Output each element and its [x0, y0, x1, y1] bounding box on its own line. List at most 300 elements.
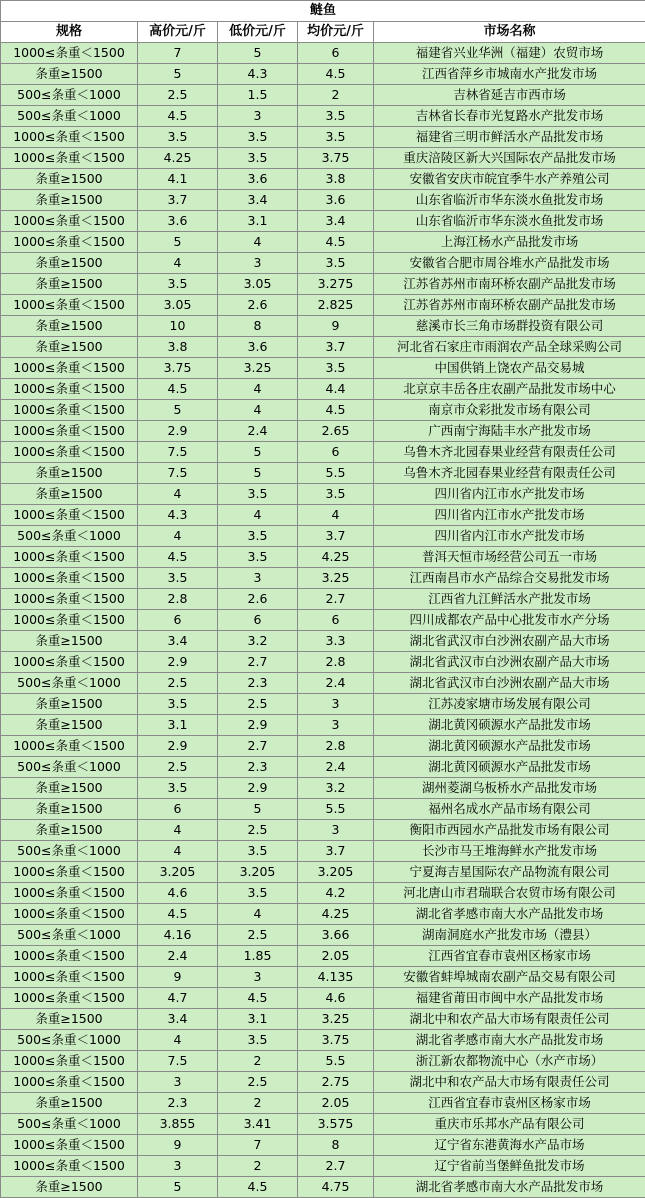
low-price-cell: 3.25	[218, 358, 298, 379]
avg-price-cell: 2.05	[298, 946, 374, 967]
spec-cell: 条重≥1500	[1, 463, 138, 484]
avg-price-cell: 4.135	[298, 967, 374, 988]
spec-cell: 500≤条重＜1000	[1, 85, 138, 106]
table-row	[1, 127, 645, 148]
low-price-cell: 3.5	[218, 1030, 298, 1051]
low-price-cell: 5	[218, 442, 298, 463]
avg-price-cell: 2.05	[298, 1093, 374, 1114]
high-price-cell: 3.75	[138, 358, 218, 379]
column-header-market: 市场名称	[374, 22, 645, 43]
low-price-cell: 3.5	[218, 547, 298, 568]
high-price-cell: 3.05	[138, 295, 218, 316]
table-row	[1, 463, 645, 484]
spec-cell: 500≤条重＜1000	[1, 106, 138, 127]
spec-cell: 1000≤条重＜1500	[1, 148, 138, 169]
high-price-cell: 2.5	[138, 85, 218, 106]
high-price-cell: 3	[138, 1072, 218, 1093]
spec-cell: 1000≤条重＜1500	[1, 1051, 138, 1072]
low-price-cell: 3	[218, 568, 298, 589]
high-price-cell: 4	[138, 820, 218, 841]
low-price-cell: 4.3	[218, 64, 298, 85]
market-cell: 乌鲁木齐北园春果业经营有限责任公司	[374, 463, 645, 484]
avg-price-cell: 3	[298, 715, 374, 736]
low-price-cell: 2.5	[218, 820, 298, 841]
avg-price-cell: 4.25	[298, 547, 374, 568]
low-price-cell: 2.9	[218, 715, 298, 736]
high-price-cell: 7	[138, 43, 218, 64]
table-row	[1, 694, 645, 715]
low-price-cell: 6	[218, 610, 298, 631]
high-price-cell: 2.5	[138, 673, 218, 694]
avg-price-cell: 3.275	[298, 274, 374, 295]
low-price-cell: 3.1	[218, 1009, 298, 1030]
spec-cell: 条重≥1500	[1, 694, 138, 715]
avg-price-cell: 4.5	[298, 400, 374, 421]
table-row	[1, 1030, 645, 1051]
spec-cell: 1000≤条重＜1500	[1, 211, 138, 232]
avg-price-cell: 2.8	[298, 652, 374, 673]
table-row	[1, 757, 645, 778]
table-row	[1, 652, 645, 673]
market-cell: 江西南昌市水产品综合交易批发市场	[374, 568, 645, 589]
low-price-cell: 2	[218, 1051, 298, 1072]
table-row	[1, 64, 645, 85]
low-price-cell: 2.9	[218, 778, 298, 799]
low-price-cell: 2	[218, 1156, 298, 1177]
high-price-cell: 4.6	[138, 883, 218, 904]
column-header-high-price: 高价元/斤	[138, 22, 218, 43]
low-price-cell: 3.5	[218, 841, 298, 862]
low-price-cell: 3.5	[218, 526, 298, 547]
market-cell: 湖北省孝感市南大水产品批发市场	[374, 904, 645, 925]
high-price-cell: 3.4	[138, 1009, 218, 1030]
spec-cell: 1000≤条重＜1500	[1, 400, 138, 421]
market-cell: 四川省内江市水产批发市场	[374, 484, 645, 505]
spec-cell: 条重≥1500	[1, 316, 138, 337]
spec-cell: 1000≤条重＜1500	[1, 232, 138, 253]
table-row	[1, 400, 645, 421]
avg-price-cell: 3.4	[298, 211, 374, 232]
high-price-cell: 5	[138, 1177, 218, 1198]
market-cell: 山东省临沂市华东淡水鱼批发市场	[374, 211, 645, 232]
high-price-cell: 3	[138, 1156, 218, 1177]
market-cell: 湖北省武汉市白沙洲农副产品大市场	[374, 652, 645, 673]
high-price-cell: 3.7	[138, 190, 218, 211]
spec-cell: 条重≥1500	[1, 1009, 138, 1030]
spec-cell: 1000≤条重＜1500	[1, 421, 138, 442]
avg-price-cell: 2.7	[298, 1156, 374, 1177]
high-price-cell: 5	[138, 232, 218, 253]
table-row	[1, 274, 645, 295]
low-price-cell: 3.5	[218, 883, 298, 904]
market-cell: 江苏省苏州市南环桥农副产品批发市场	[374, 274, 645, 295]
market-cell: 安徽省安庆市皖宜季牛水产养殖公司	[374, 169, 645, 190]
high-price-cell: 3.5	[138, 778, 218, 799]
low-price-cell: 3.4	[218, 190, 298, 211]
spec-cell: 1000≤条重＜1500	[1, 1135, 138, 1156]
high-price-cell: 4.5	[138, 547, 218, 568]
table-row	[1, 1156, 645, 1177]
low-price-cell: 3.5	[218, 484, 298, 505]
avg-price-cell: 4	[298, 505, 374, 526]
high-price-cell: 2.3	[138, 1093, 218, 1114]
market-cell: 江苏凌家塘市场发展有限公司	[374, 694, 645, 715]
spec-cell: 1000≤条重＜1500	[1, 610, 138, 631]
spec-cell: 条重≥1500	[1, 169, 138, 190]
market-cell: 四川省内江市水产批发市场	[374, 526, 645, 547]
spec-cell: 1000≤条重＜1500	[1, 967, 138, 988]
high-price-cell: 10	[138, 316, 218, 337]
avg-price-cell: 4.2	[298, 883, 374, 904]
high-price-cell: 4	[138, 526, 218, 547]
low-price-cell: 2.4	[218, 421, 298, 442]
spec-cell: 条重≥1500	[1, 715, 138, 736]
market-cell: 湖北省孝感市南大水产品批发市场	[374, 1177, 645, 1198]
low-price-cell: 2.5	[218, 925, 298, 946]
avg-price-cell: 5.5	[298, 463, 374, 484]
spec-cell: 1000≤条重＜1500	[1, 883, 138, 904]
market-cell: 湖南洞庭水产批发市场（澧县）	[374, 925, 645, 946]
avg-price-cell: 2.8	[298, 736, 374, 757]
market-cell: 重庆涪陵区新大兴国际农产品批发市场	[374, 148, 645, 169]
market-cell: 福建省莆田市闽中水产品批发市场	[374, 988, 645, 1009]
market-cell: 辽宁省前当堡鲜鱼批发市场	[374, 1156, 645, 1177]
table-row	[1, 484, 645, 505]
market-cell: 安徽省蚌埠城南农副产品交易有限公司	[374, 967, 645, 988]
header-row	[1, 22, 645, 43]
high-price-cell: 4	[138, 841, 218, 862]
spec-cell: 1000≤条重＜1500	[1, 358, 138, 379]
high-price-cell: 7.5	[138, 442, 218, 463]
avg-price-cell: 3.6	[298, 190, 374, 211]
high-price-cell: 6	[138, 799, 218, 820]
high-price-cell: 4.3	[138, 505, 218, 526]
high-price-cell: 3.4	[138, 631, 218, 652]
high-price-cell: 4.5	[138, 379, 218, 400]
low-price-cell: 4.5	[218, 988, 298, 1009]
high-price-cell: 2.4	[138, 946, 218, 967]
high-price-cell: 3.8	[138, 337, 218, 358]
table-row	[1, 673, 645, 694]
avg-price-cell: 3.25	[298, 568, 374, 589]
avg-price-cell: 5.5	[298, 1051, 374, 1072]
market-cell: 吉林省长春市光复路水产批发市场	[374, 106, 645, 127]
low-price-cell: 3.205	[218, 862, 298, 883]
spec-cell: 条重≥1500	[1, 253, 138, 274]
high-price-cell: 2.5	[138, 757, 218, 778]
high-price-cell: 3.1	[138, 715, 218, 736]
table-row	[1, 379, 645, 400]
low-price-cell: 2.6	[218, 295, 298, 316]
table-row	[1, 148, 645, 169]
spec-cell: 条重≥1500	[1, 778, 138, 799]
column-header-low-price: 低价元/斤	[218, 22, 298, 43]
high-price-cell: 9	[138, 967, 218, 988]
spec-cell: 条重≥1500	[1, 1177, 138, 1198]
market-cell: 江西省宜春市袁州区杨家市场	[374, 1093, 645, 1114]
table-row	[1, 610, 645, 631]
spec-cell: 1000≤条重＜1500	[1, 379, 138, 400]
high-price-cell: 4.25	[138, 148, 218, 169]
market-cell: 江西省萍乡市城南水产批发市场	[374, 64, 645, 85]
market-cell: 四川省内江市水产批发市场	[374, 505, 645, 526]
high-price-cell: 4.16	[138, 925, 218, 946]
spec-cell: 500≤条重＜1000	[1, 1114, 138, 1135]
spec-cell: 1000≤条重＜1500	[1, 652, 138, 673]
table-row	[1, 778, 645, 799]
market-cell: 北京京丰岳各庄农副产品批发市场中心	[374, 379, 645, 400]
avg-price-cell: 4.6	[298, 988, 374, 1009]
table-row	[1, 253, 645, 274]
table-row	[1, 631, 645, 652]
high-price-cell: 2.9	[138, 736, 218, 757]
market-cell: 湖北中和农产品大市场有限责任公司	[374, 1072, 645, 1093]
avg-price-cell: 3.25	[298, 1009, 374, 1030]
table-row	[1, 568, 645, 589]
avg-price-cell: 4.25	[298, 904, 374, 925]
market-cell: 湖北省武汉市白沙洲农副产品大市场	[374, 673, 645, 694]
high-price-cell: 4.5	[138, 106, 218, 127]
market-cell: 普洱天恒市场经营公司五一市场	[374, 547, 645, 568]
title-row	[1, 1, 645, 22]
spec-cell: 条重≥1500	[1, 337, 138, 358]
avg-price-cell: 3.8	[298, 169, 374, 190]
spec-cell: 1000≤条重＜1500	[1, 862, 138, 883]
avg-price-cell: 4.4	[298, 379, 374, 400]
high-price-cell: 3.205	[138, 862, 218, 883]
table-row	[1, 946, 645, 967]
avg-price-cell: 3.575	[298, 1114, 374, 1135]
column-header-avg-price: 均价元/斤	[298, 22, 374, 43]
low-price-cell: 5	[218, 799, 298, 820]
high-price-cell: 3.5	[138, 694, 218, 715]
avg-price-cell: 2.7	[298, 589, 374, 610]
low-price-cell: 4	[218, 505, 298, 526]
market-cell: 安徽省合肥市周谷堆水产品批发市场	[374, 253, 645, 274]
avg-price-cell: 2.65	[298, 421, 374, 442]
market-cell: 福建省兴业华洲（福建）农贸市场	[374, 43, 645, 64]
low-price-cell: 2.7	[218, 652, 298, 673]
avg-price-cell: 3	[298, 820, 374, 841]
table-row	[1, 316, 645, 337]
avg-price-cell: 2.825	[298, 295, 374, 316]
table-row	[1, 841, 645, 862]
avg-price-cell: 2.4	[298, 673, 374, 694]
table-row	[1, 883, 645, 904]
table-row	[1, 190, 645, 211]
market-cell: 河北省石家庄市雨润农产品全球采购公司	[374, 337, 645, 358]
market-cell: 湖北黄冈硕源水产品批发市场	[374, 757, 645, 778]
avg-price-cell: 3.5	[298, 106, 374, 127]
low-price-cell: 3	[218, 106, 298, 127]
low-price-cell: 3	[218, 253, 298, 274]
table-row	[1, 547, 645, 568]
low-price-cell: 2.3	[218, 757, 298, 778]
high-price-cell: 3.5	[138, 568, 218, 589]
avg-price-cell: 4.5	[298, 64, 374, 85]
spec-cell: 1000≤条重＜1500	[1, 988, 138, 1009]
market-cell: 广西南宁海陆丰水产批发市场	[374, 421, 645, 442]
table-row	[1, 337, 645, 358]
high-price-cell: 2.9	[138, 421, 218, 442]
table-row	[1, 1093, 645, 1114]
avg-price-cell: 3.7	[298, 526, 374, 547]
market-cell: 四川成都农产品中心批发市水产分场	[374, 610, 645, 631]
market-cell: 吉林省延吉市西市场	[374, 85, 645, 106]
table-row	[1, 421, 645, 442]
market-cell: 长沙市马王堆海鲜水产批发市场	[374, 841, 645, 862]
avg-price-cell: 6	[298, 610, 374, 631]
table-row	[1, 232, 645, 253]
avg-price-cell: 3.75	[298, 1030, 374, 1051]
low-price-cell: 2.5	[218, 1072, 298, 1093]
spec-cell: 1000≤条重＜1500	[1, 43, 138, 64]
low-price-cell: 2.5	[218, 694, 298, 715]
high-price-cell: 4.5	[138, 904, 218, 925]
table-body	[1, 43, 645, 1198]
market-cell: 湖州菱湖乌板桥水产品批发市场	[374, 778, 645, 799]
spec-cell: 条重≥1500	[1, 190, 138, 211]
avg-price-cell: 3.2	[298, 778, 374, 799]
table-row	[1, 862, 645, 883]
spec-cell: 500≤条重＜1000	[1, 925, 138, 946]
spec-cell: 500≤条重＜1000	[1, 757, 138, 778]
spec-cell: 条重≥1500	[1, 274, 138, 295]
low-price-cell: 7	[218, 1135, 298, 1156]
high-price-cell: 9	[138, 1135, 218, 1156]
market-cell: 江西省九江鲜活水产批发市场	[374, 589, 645, 610]
spec-cell: 条重≥1500	[1, 1093, 138, 1114]
avg-price-cell: 3.7	[298, 337, 374, 358]
table-row	[1, 799, 645, 820]
table-row	[1, 1072, 645, 1093]
low-price-cell: 3.5	[218, 148, 298, 169]
high-price-cell: 3.5	[138, 127, 218, 148]
high-price-cell: 4.7	[138, 988, 218, 1009]
low-price-cell: 3.05	[218, 274, 298, 295]
spec-cell: 条重≥1500	[1, 64, 138, 85]
spec-cell: 500≤条重＜1000	[1, 526, 138, 547]
spec-cell: 1000≤条重＜1500	[1, 904, 138, 925]
table-row	[1, 526, 645, 547]
table-row	[1, 967, 645, 988]
table-row	[1, 211, 645, 232]
high-price-cell: 7.5	[138, 1051, 218, 1072]
table-row	[1, 43, 645, 64]
spec-cell: 1000≤条重＜1500	[1, 442, 138, 463]
spec-cell: 500≤条重＜1000	[1, 1030, 138, 1051]
table-row	[1, 85, 645, 106]
spec-cell: 条重≥1500	[1, 799, 138, 820]
table-row	[1, 820, 645, 841]
avg-price-cell: 3.75	[298, 148, 374, 169]
table-row	[1, 925, 645, 946]
low-price-cell: 4.5	[218, 1177, 298, 1198]
avg-price-cell: 6	[298, 442, 374, 463]
market-cell: 乌鲁木齐北园春果业经营有限责任公司	[374, 442, 645, 463]
table-row	[1, 169, 645, 190]
low-price-cell: 3	[218, 967, 298, 988]
market-cell: 湖北省孝感市南大水产品批发市场	[374, 1030, 645, 1051]
spec-cell: 1000≤条重＜1500	[1, 736, 138, 757]
high-price-cell: 3.855	[138, 1114, 218, 1135]
low-price-cell: 3.41	[218, 1114, 298, 1135]
avg-price-cell: 3.3	[298, 631, 374, 652]
table-row	[1, 736, 645, 757]
market-cell: 慈溪市长三角市场群投资有限公司	[374, 316, 645, 337]
table-row	[1, 106, 645, 127]
low-price-cell: 1.5	[218, 85, 298, 106]
low-price-cell: 3.1	[218, 211, 298, 232]
spec-cell: 1000≤条重＜1500	[1, 1156, 138, 1177]
table-row	[1, 715, 645, 736]
avg-price-cell: 3.5	[298, 253, 374, 274]
low-price-cell: 8	[218, 316, 298, 337]
avg-price-cell: 4.5	[298, 232, 374, 253]
spec-cell: 条重≥1500	[1, 484, 138, 505]
avg-price-cell: 2.4	[298, 757, 374, 778]
market-cell: 福建省三明市鲜活水产品批发市场	[374, 127, 645, 148]
market-cell: 湖北中和农产品大市场有限责任公司	[374, 1009, 645, 1030]
market-cell: 重庆市乐邦水产品有限公司	[374, 1114, 645, 1135]
high-price-cell: 3.5	[138, 274, 218, 295]
avg-price-cell: 3.5	[298, 127, 374, 148]
market-cell: 江苏省苏州市南环桥农副产品批发市场	[374, 295, 645, 316]
low-price-cell: 4	[218, 400, 298, 421]
table-row	[1, 1177, 645, 1198]
table-row	[1, 904, 645, 925]
spec-cell: 500≤条重＜1000	[1, 673, 138, 694]
spec-cell: 1000≤条重＜1500	[1, 946, 138, 967]
spec-cell: 条重≥1500	[1, 820, 138, 841]
market-cell: 山东省临沂市华东淡水鱼批发市场	[374, 190, 645, 211]
avg-price-cell: 3.7	[298, 841, 374, 862]
low-price-cell: 3.6	[218, 337, 298, 358]
low-price-cell: 1.85	[218, 946, 298, 967]
low-price-cell: 2.6	[218, 589, 298, 610]
avg-price-cell: 8	[298, 1135, 374, 1156]
spec-cell: 1000≤条重＜1500	[1, 505, 138, 526]
market-cell: 湖北黄冈硕源水产品批发市场	[374, 736, 645, 757]
low-price-cell: 5	[218, 463, 298, 484]
avg-price-cell: 3	[298, 694, 374, 715]
spec-cell: 500≤条重＜1000	[1, 841, 138, 862]
market-cell: 湖北黄冈硕源水产品批发市场	[374, 715, 645, 736]
high-price-cell: 7.5	[138, 463, 218, 484]
spec-cell: 1000≤条重＜1500	[1, 1072, 138, 1093]
market-cell: 河北唐山市君瑞联合农贸市场有限公司	[374, 883, 645, 904]
spec-cell: 1000≤条重＜1500	[1, 568, 138, 589]
high-price-cell: 6	[138, 610, 218, 631]
low-price-cell: 3.5	[218, 127, 298, 148]
table-row	[1, 295, 645, 316]
market-cell: 福州名成水产品市场有限公司	[374, 799, 645, 820]
low-price-cell: 5	[218, 43, 298, 64]
avg-price-cell: 5.5	[298, 799, 374, 820]
low-price-cell: 3.2	[218, 631, 298, 652]
avg-price-cell: 3.5	[298, 484, 374, 505]
table-row	[1, 1009, 645, 1030]
table-row	[1, 988, 645, 1009]
table-row	[1, 442, 645, 463]
spec-cell: 条重≥1500	[1, 631, 138, 652]
low-price-cell: 4	[218, 904, 298, 925]
market-cell: 浙江新农都物流中心（水产市场）	[374, 1051, 645, 1072]
market-cell: 宁夏海吉星国际农产品物流有限公司	[374, 862, 645, 883]
low-price-cell: 2.7	[218, 736, 298, 757]
high-price-cell: 2.8	[138, 589, 218, 610]
table-title: 鲢鱼	[1, 1, 645, 22]
